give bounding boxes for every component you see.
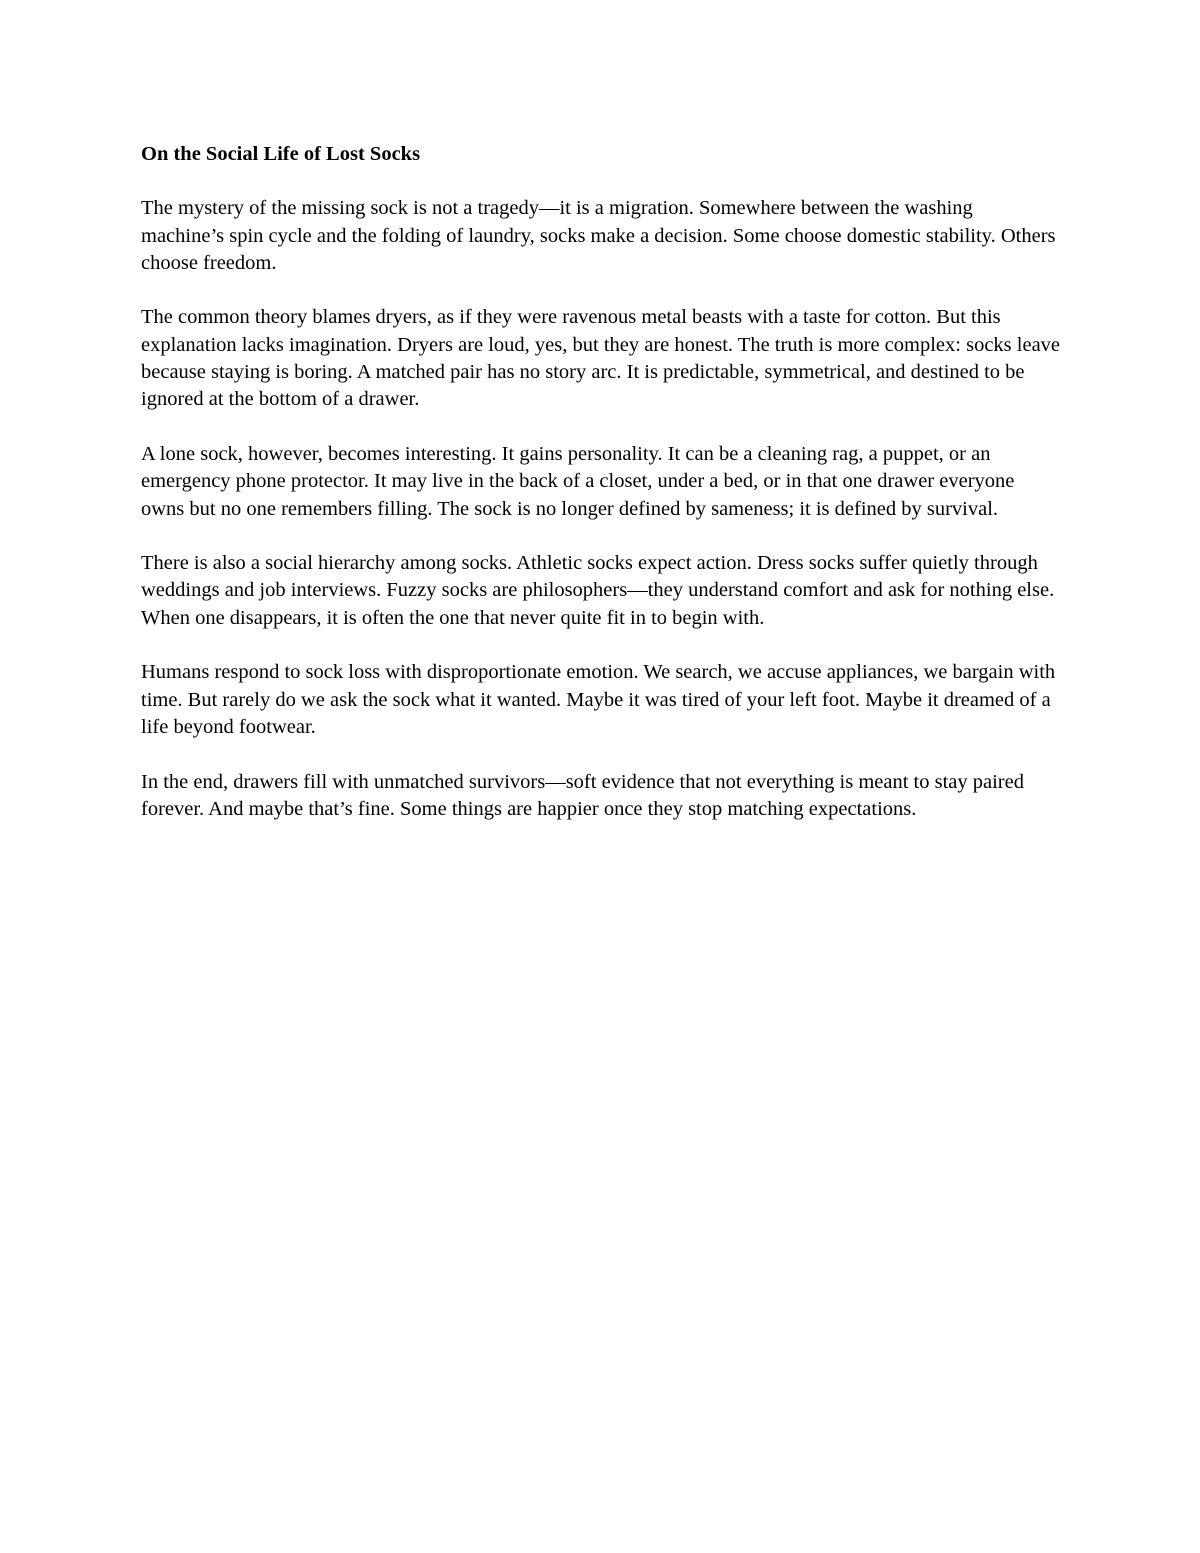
paragraph-2: The common theory blames dryers, as if they were ravenous metal beasts with a taste for cotton. But this explanation lacks imagination. Dryers are loud, yes, but they are honest. The truth is more complex: socks leave because staying is boring. A matched pair has no story arc. It is predictable, symmetrical, and destined to be ignored at the bottom of a drawer. [141, 306, 1061, 411]
document-body [141, 141, 1061, 850]
paragraph-6: In the end, drawers fill with unmatched survivors—soft evidence that not everything is meant to stay paired forever. And maybe that’s fine. Some things are happier once they stop matching expectations. [141, 770, 1024, 820]
paragraph-4: There is also a social hierarchy among socks. Athletic socks expect action. Dress socks suffer quietly through weddings and job interviews. Fuzzy socks are philosophers—they understand comfort and ask for nothing else. When one disappears, it is often the one that never quite fit in to begin with. [141, 552, 1055, 629]
paragraph-5: Humans respond to sock loss with disproportionate emotion. We search, we accuse appliances, we bargain with time. But rarely do we ask the sock what it wanted. Maybe it was tired of your left foot. Maybe it dreamed of a life beyond footwear. [141, 661, 1056, 738]
paragraph-1: The mystery of the missing sock is not a tragedy—it is a migration. Somewhere between the washing machine’s spin cycle and the folding of laundry, socks make a decision. Some choose domestic stability. Others choose freedom. [141, 197, 1056, 274]
paragraph-3: A lone sock, however, becomes interesting. It gains personality. It can be a cleaning rag, a puppet, or an emergency phone protector. It may live in the back of a closet, under a bed, or in that one drawer everyone owns but no one remembers filling. The sock is no longer defined by sameness; it is defined by survival. [141, 442, 1015, 520]
document-title: On the Social Life of Lost Socks [141, 143, 421, 165]
